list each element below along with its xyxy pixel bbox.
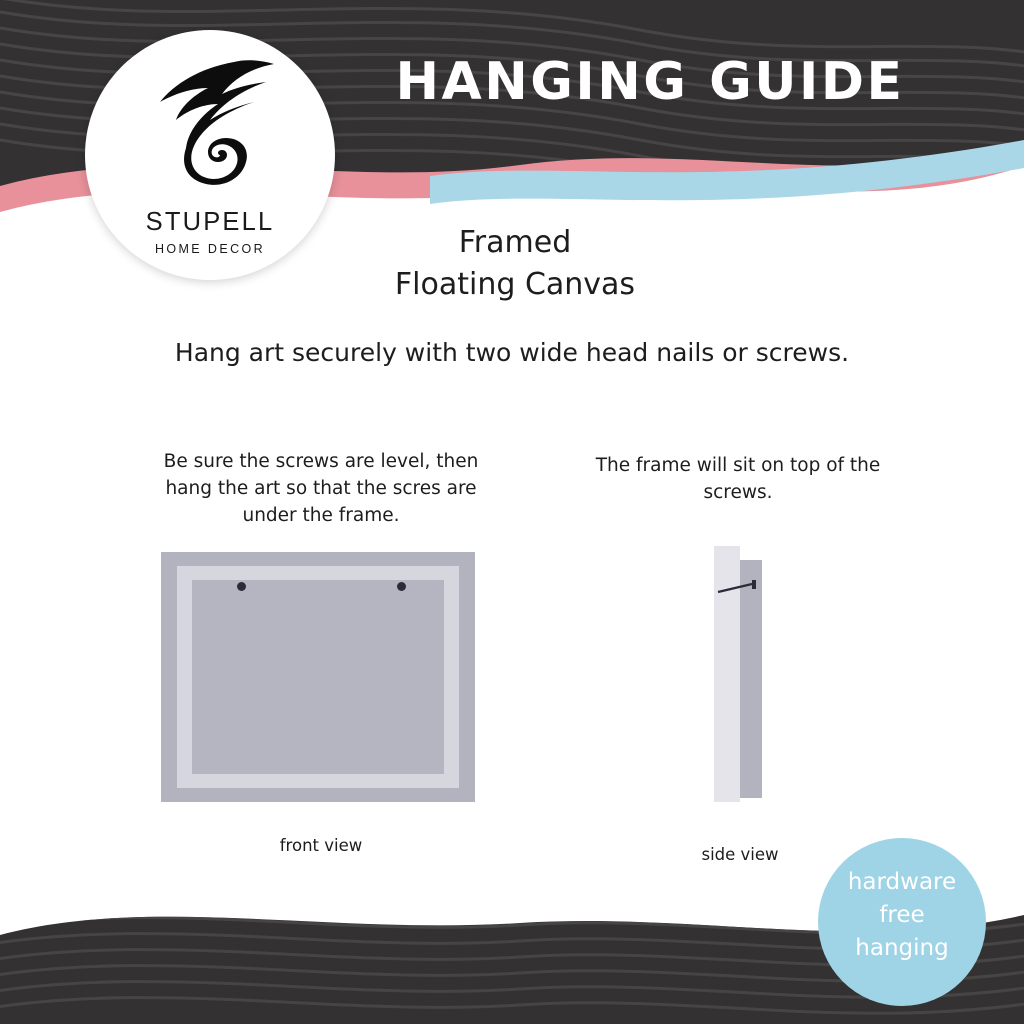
logo-badge [85, 30, 335, 280]
side-view-screw-icon [716, 580, 764, 594]
front-view-mat [177, 566, 459, 788]
badge-line-1: hardware [847, 869, 957, 895]
page-title: HANGING GUIDE [395, 52, 905, 112]
front-view-canvas [192, 580, 444, 774]
product-title-line-1: Framed [458, 225, 572, 260]
lead-instruction: Hang art securely with two wide head nails or screws. [174, 338, 850, 367]
side-view-caption: The frame will sit on top of the screws. [595, 455, 881, 503]
front-view-label: front view [279, 836, 363, 855]
product-title [300, 222, 730, 306]
badge-line-3: hanging [855, 935, 949, 961]
hardware-free-badge [818, 838, 986, 1006]
front-view-diagram [161, 552, 475, 802]
product-title-line-2: Floating Canvas [394, 267, 636, 302]
screw-dot-right [397, 582, 406, 591]
side-view-frame [740, 560, 762, 798]
badge-line-2: free [879, 902, 925, 928]
logo-tagline: HOME DECOR [154, 242, 266, 256]
screw-dot-left [237, 582, 246, 591]
stupell-swoosh-logo-icon [85, 54, 335, 198]
logo-wordmark: STUPELL [145, 208, 275, 236]
front-view-caption: Be sure the screws are level, then hang the art so that the scres are under the frame. [163, 451, 479, 526]
hardware-free-badge-text [818, 866, 986, 965]
side-view-label: side view [701, 845, 779, 864]
